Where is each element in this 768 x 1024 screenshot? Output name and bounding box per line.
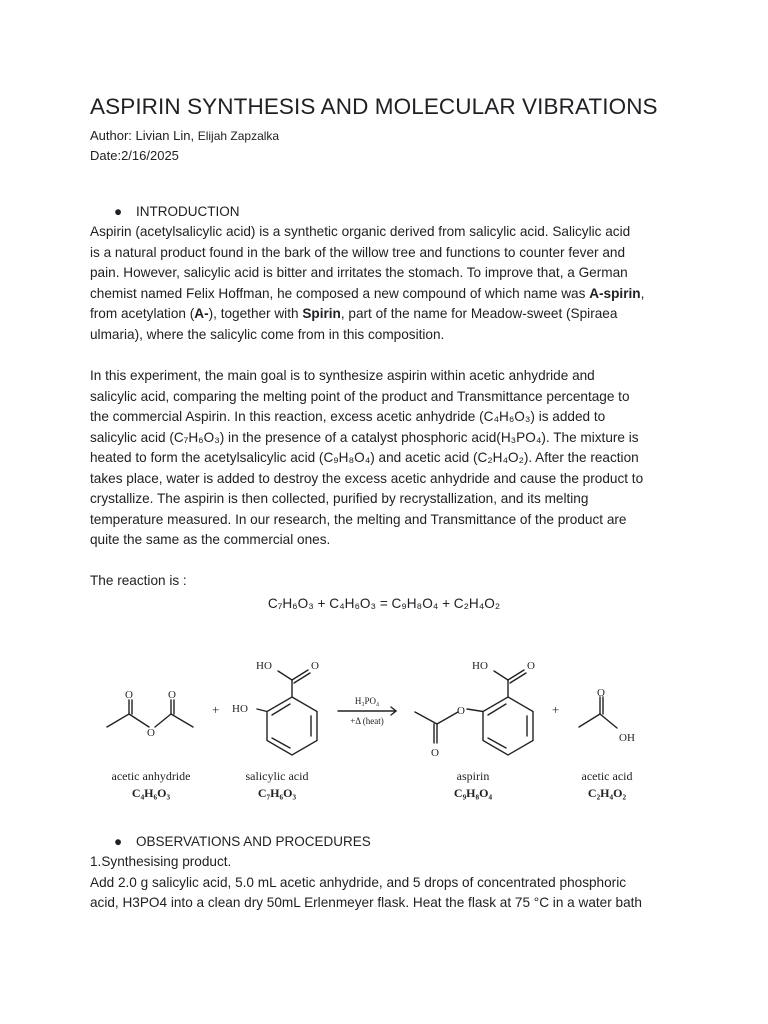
text-line: crystallize. The aspirin is then collected, purified by recrystallization, and its melting <box>90 491 589 506</box>
atom-label: O <box>311 660 319 672</box>
bullet-icon: ● <box>114 204 123 219</box>
compound-formula: C₉H₈O₄ <box>453 786 493 800</box>
text-line <box>90 304 688 325</box>
text-line: heated to form the acetylsalicylic acid (C₉H₈O₄) and acetic acid (C₂H₄O₂). After the reaction <box>90 450 639 465</box>
reaction-equation: C₇H₆O₃ + C₄H₆O₃ = C₉H₈O₄ + C₂H₄O₂ <box>267 596 501 611</box>
step-heading: 1.Synthesising product. <box>90 854 232 869</box>
plus-sign: + <box>212 702 220 717</box>
aspirin-structure <box>415 670 533 755</box>
atom-label: HO <box>232 703 248 715</box>
co-author: Elijah Zapzalka <box>197 129 280 143</box>
text-run: , part of the name for Meadow-sweet (Spiraea <box>340 306 618 321</box>
text-line: acid, H3PO4 into a clean dry 50mL Erlenmeyer flask. Heat the flask at 75 °C in a water bath <box>90 895 642 910</box>
document-date: Date:2/16/2025 <box>90 148 179 163</box>
text-line: the commercial Aspirin. In this reaction, excess acetic anhydride (C₄H₆O₃) is added to <box>90 409 606 424</box>
text-run: from acetylation ( <box>90 306 195 321</box>
bullet-icon: ● <box>114 834 123 849</box>
text-line: Add 2.0 g salicylic acid, 5.0 mL acetic anhydride, and 5 drops of concentrated phosphoric <box>90 874 627 890</box>
compound-formula: C₇H₆O₃ <box>257 786 297 800</box>
section-heading-label: INTRODUCTION <box>136 204 240 219</box>
text-line: In this experiment, the main goal is to synthesize aspirin within acetic anhydride and <box>90 368 595 383</box>
text-line: quite the same as the commercial ones. <box>90 532 331 547</box>
salicylic-acid-structure <box>257 670 317 755</box>
text-line: pain. However, salicylic acid is bitter and irritates the stomach. To improve that, a German <box>90 265 628 280</box>
observations-paragraph <box>90 852 688 914</box>
atom-label: O <box>597 687 605 699</box>
text-run: , <box>640 285 645 301</box>
atom-label: HO <box>256 660 272 672</box>
reaction-scheme <box>95 650 685 810</box>
atom-label: OH <box>619 732 635 744</box>
reaction-arrow <box>338 707 396 715</box>
atom-label: O <box>457 705 465 717</box>
atom-label: O <box>125 689 133 701</box>
text-line: salicylic acid (C₇H₆O₃) in the presence of a catalyst phosphoric acid(H₃PO₄). The mixture is <box>90 429 639 445</box>
compound-formula: C₄H₆O₃ <box>131 786 171 800</box>
text-line: is a natural product found in the bark of the willow tree and functions to counter fever and <box>90 244 626 260</box>
bold-term-spirin: Spirin <box>302 306 341 321</box>
atom-label: O <box>527 660 535 672</box>
intro-paragraph-1 <box>90 222 688 345</box>
atom-label: HO <box>472 660 488 672</box>
conditions-label: +Δ (heat) <box>350 716 384 726</box>
text-line: Aspirin (acetylsalicylic acid) is a synthetic organic derived from salicylic acid. Salicylic acid <box>90 224 631 239</box>
author-line <box>90 128 279 143</box>
document-title: ASPIRIN SYNTHESIS AND MOLECULAR VIBRATIONS <box>90 94 658 119</box>
intro-paragraph-2 <box>90 366 688 551</box>
atom-label: O <box>168 689 176 701</box>
acetic-acid-structure <box>579 697 617 728</box>
compound-name: aspirin <box>456 769 490 783</box>
plus-sign: + <box>552 702 560 717</box>
text-run: chemist named Felix Hoffman, he composed a new compound of which name was <box>90 285 590 301</box>
compound-name: acetic acid <box>581 769 633 783</box>
reaction-label: The reaction is : <box>90 573 187 588</box>
text-line: temperature measured. In our research, the melting and Transmittance of the product are <box>90 511 627 527</box>
section-heading-introduction <box>114 204 240 219</box>
text-run: ), together with <box>208 306 303 321</box>
text-line: salicylic acid, comparing the melting point of the product and Transmittance percentage to <box>90 388 630 404</box>
text-line <box>90 284 688 305</box>
catalyst-label: H₃PO₄ <box>354 696 380 706</box>
acetic-anhydride-structure <box>107 700 193 727</box>
compound-formula: C₂H₄O₂ <box>587 786 627 800</box>
atom-label: O <box>147 727 155 739</box>
text-line: takes place, water is added to destroy the excess acetic anhydride and cause the product to <box>90 470 644 486</box>
section-heading-observations <box>114 834 371 849</box>
bold-term-a-spirin: A-spirin <box>589 285 641 301</box>
compound-name: salicylic acid <box>245 769 309 783</box>
atom-label: O <box>431 747 439 759</box>
text-line: ulmaria), where the salicylic come from in this composition. <box>90 326 445 342</box>
section-heading-label: OBSERVATIONS AND PROCEDURES <box>136 834 371 849</box>
bold-term-a: A- <box>194 306 209 321</box>
author-label: Author: Livian Lin, <box>90 128 195 143</box>
compound-name: acetic anhydride <box>111 769 191 783</box>
